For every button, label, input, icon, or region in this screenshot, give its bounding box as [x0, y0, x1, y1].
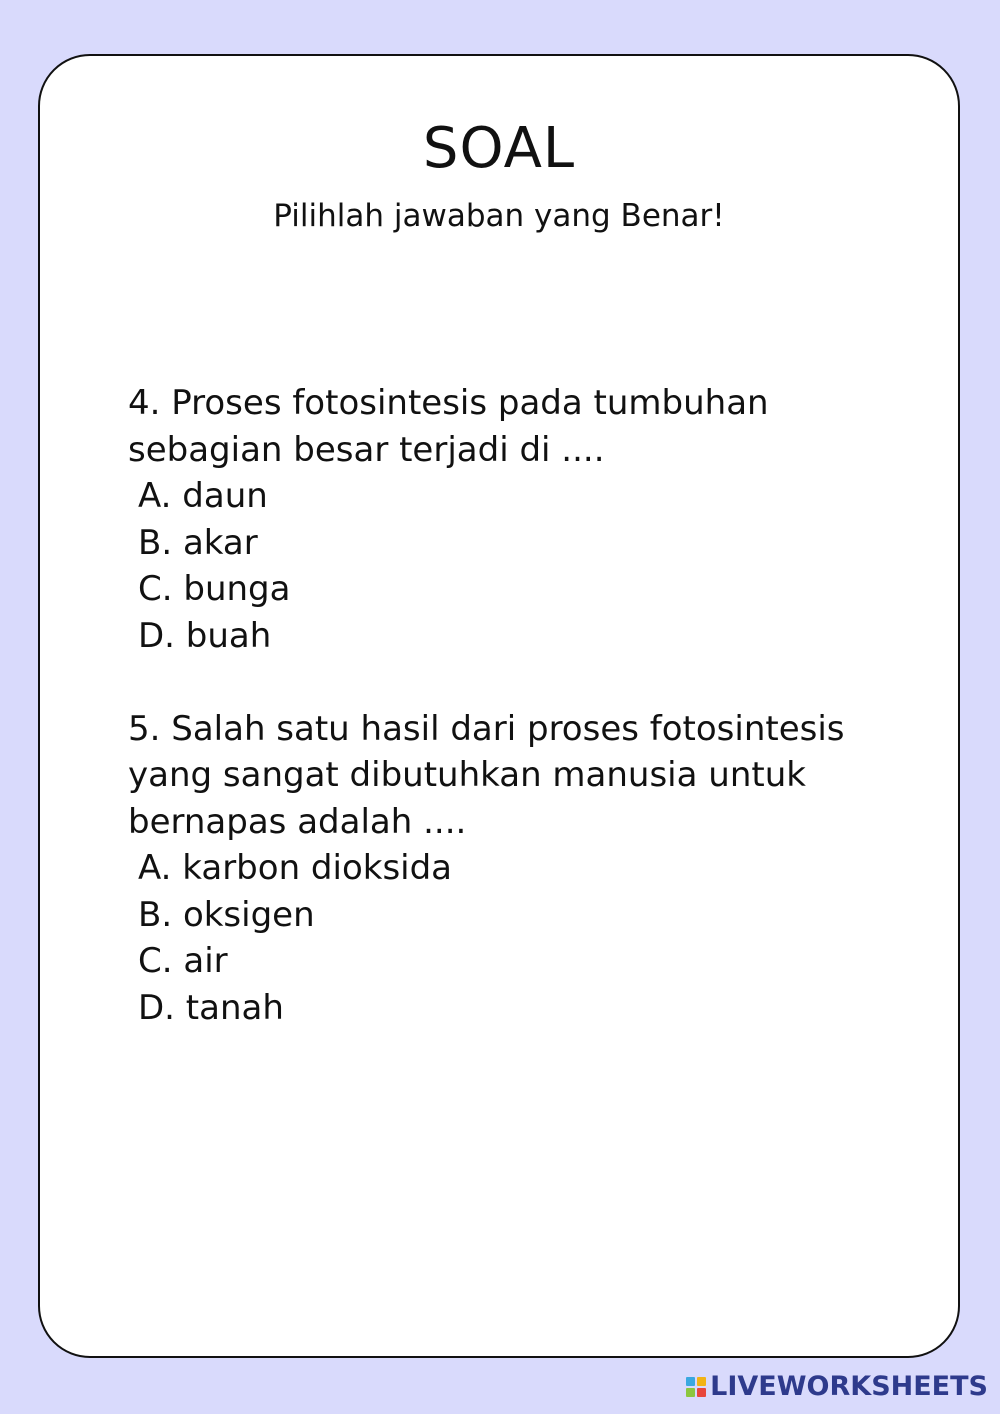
- brand-name: LIVEWORKSHEETS: [710, 1371, 988, 1402]
- option-a[interactable]: A. daun: [138, 476, 268, 516]
- question-text-line: 4. Proses fotosintesis pada tumbuhan: [128, 383, 769, 423]
- question-text-line: 5. Salah satu hasil dari proses fotosintesis: [128, 708, 845, 749]
- answer-options: [128, 473, 908, 659]
- question-text-line: yang sangat dibutuhkan manusia untuk: [128, 755, 806, 795]
- instructions: Pilihlah jawaban yang Benar!: [273, 198, 725, 234]
- logo-tile: [697, 1388, 706, 1397]
- question-text-line: bernapas adalah ....: [128, 801, 467, 842]
- question-text-line: sebagian besar terjadi di ....: [128, 429, 605, 470]
- question-4: [128, 380, 908, 659]
- answer-options: [128, 845, 908, 1031]
- brand-footer: [686, 1371, 988, 1402]
- option-d[interactable]: D. tanah: [138, 987, 284, 1028]
- option-d[interactable]: D. buah: [138, 615, 272, 656]
- logo-tile: [686, 1377, 695, 1386]
- option-c[interactable]: C. air: [138, 941, 228, 981]
- question-5: [128, 706, 908, 1032]
- option-b[interactable]: B. oksigen: [138, 894, 315, 935]
- question-list: [128, 380, 908, 1078]
- logo-tile: [697, 1377, 706, 1386]
- liveworksheets-logo-icon: [686, 1377, 706, 1397]
- option-b[interactable]: B. akar: [138, 522, 258, 563]
- option-c[interactable]: C. bunga: [138, 569, 291, 609]
- option-a[interactable]: A. karbon dioksida: [138, 848, 453, 888]
- page-title: SOAL: [422, 116, 576, 181]
- logo-tile: [686, 1388, 695, 1397]
- worksheet-card: [38, 54, 960, 1358]
